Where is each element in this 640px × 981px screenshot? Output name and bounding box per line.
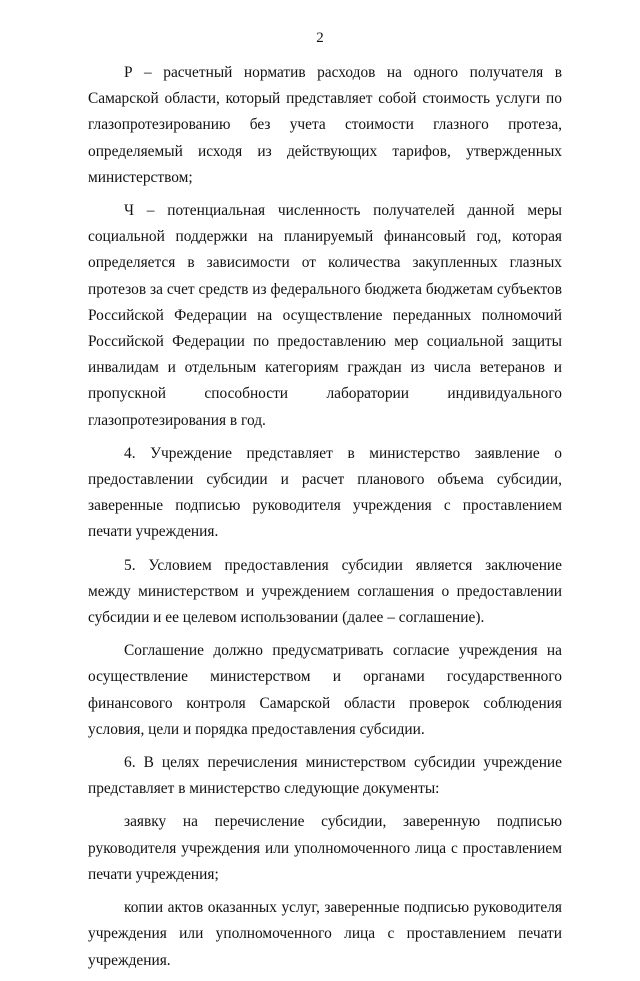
paragraph-item-5: 5. Условием предоставления субсидии является заключение между министерством и учреждением соглашения о предоставлении субсидии и ее целевом использовании (далее – соглашение). xyxy=(88,556,562,627)
paragraph-recipients-count: Ч – потенциальная численность получателей данной меры социальной поддержки на планируемый финансовый год, которая определяется в зависимости от количества закупленных глазных протезов за счет средств из федерального бюджета бюджетам субъектов Российской Федерации на осуществление переданных полномочий Российской Федерации по предоставлению мер социальной защиты инвалидам и отдельным категориям граждан из числа ветеранов и пропускной способности лаборатории индивидуального глазопротезирования в год. xyxy=(88,202,562,429)
paragraph-item-4: 4. Учреждение представляет в министерство заявление о предоставлении субсидии и расчет планового объема субсидии, заверенные подписью руководителя учреждения с проставлением печати учреждения. xyxy=(88,444,562,541)
document-body xyxy=(88,60,562,981)
paragraph-agreement-terms: Соглашение должно предусматривать согласие учреждения на осуществление министерством и органами государственного финансового контроля Самарской области проверок соблюдения условия, цели и порядка предоставления субсидии. xyxy=(88,642,562,738)
paragraph-item-6: 6. В целях перечисления министерством субсидии учреждение представляет в министерство следующие документы: xyxy=(88,754,562,798)
paragraph-application-document: заявку на перечисление субсидии, заверенную подписью руководителя учреждения или уполномоченного лица с проставлением печати учреждения; xyxy=(88,813,562,883)
page-number: 2 xyxy=(316,30,324,46)
paragraph-normative-definition: Р – расчетный норматив расходов на одного получателя в Самарской области, который представляет собой стоимость услуги по глазопротезированию без учета стоимости глазного протеза, определяемый исходя из действующих тарифов, утвержденных министерством; xyxy=(88,64,562,186)
paragraph-service-acts-document: копии актов оказанных услуг, заверенные подписью руководителя учреждения или уполномоченного лица с проставлением печати учреждения. xyxy=(88,899,562,969)
